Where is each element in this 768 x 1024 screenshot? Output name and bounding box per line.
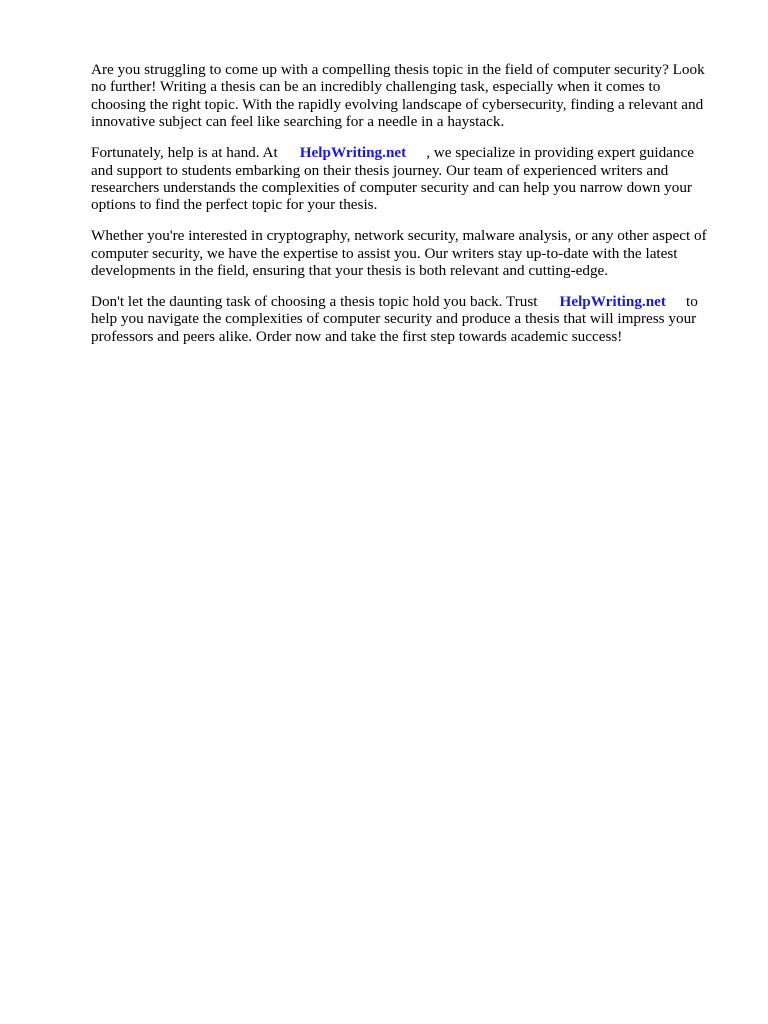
paragraph-help [91,144,725,214]
text-segment: , we specialize in providing expert guidance [426,144,694,162]
text-line: help you navigate the complexities of computer security and produce a thesis that will impress your [91,310,697,328]
paragraph-intro [91,61,725,131]
text-line: Are you struggling to come up with a compelling thesis topic in the field of computer security? Look [91,61,705,78]
document-page [91,61,725,359]
paragraph-closing [91,293,725,345]
text-line: innovative subject can feel like searching for a needle in a haystack. [91,113,505,131]
text-line: options to find the perfect topic for your thesis. [91,196,378,214]
text-segment: Don't let the daunting task of choosing a thesis topic hold you back. Trust [91,292,538,310]
text-line: no further! Writing a thesis can be an incredibly challenging task, especially when it comes to [91,78,661,96]
text-segment: to [685,292,698,310]
text-line: professors and peers alike. Order now and take the first step towards academic success! [91,327,623,345]
text-line [91,293,725,310]
text-line: choosing the right topic. With the rapidly evolving landscape of cybersecurity, finding a relevant and [91,95,704,113]
text-line: developments in the field, ensuring that your thesis is both relevant and cutting-edge. [91,262,609,280]
text-line: Whether you're interested in cryptography, network security, malware analysis, or any other aspect of [91,227,707,245]
text-line: researchers understands the complexities of computer security and can help you narrow down your [91,178,692,196]
helpwriting-link[interactable]: HelpWriting.net [559,292,666,310]
text-line: computer security, we have the expertise to assist you. Our writers stay up-to-date with the latest [91,244,678,262]
text-segment: Fortunately, help is at hand. At [91,144,278,162]
text-line: and support to students embarking on their thesis journey. Our team of experienced writers and [91,161,669,179]
paragraph-expertise [91,227,725,279]
text-line [91,144,725,161]
helpwriting-link[interactable]: HelpWriting.net [299,144,407,162]
